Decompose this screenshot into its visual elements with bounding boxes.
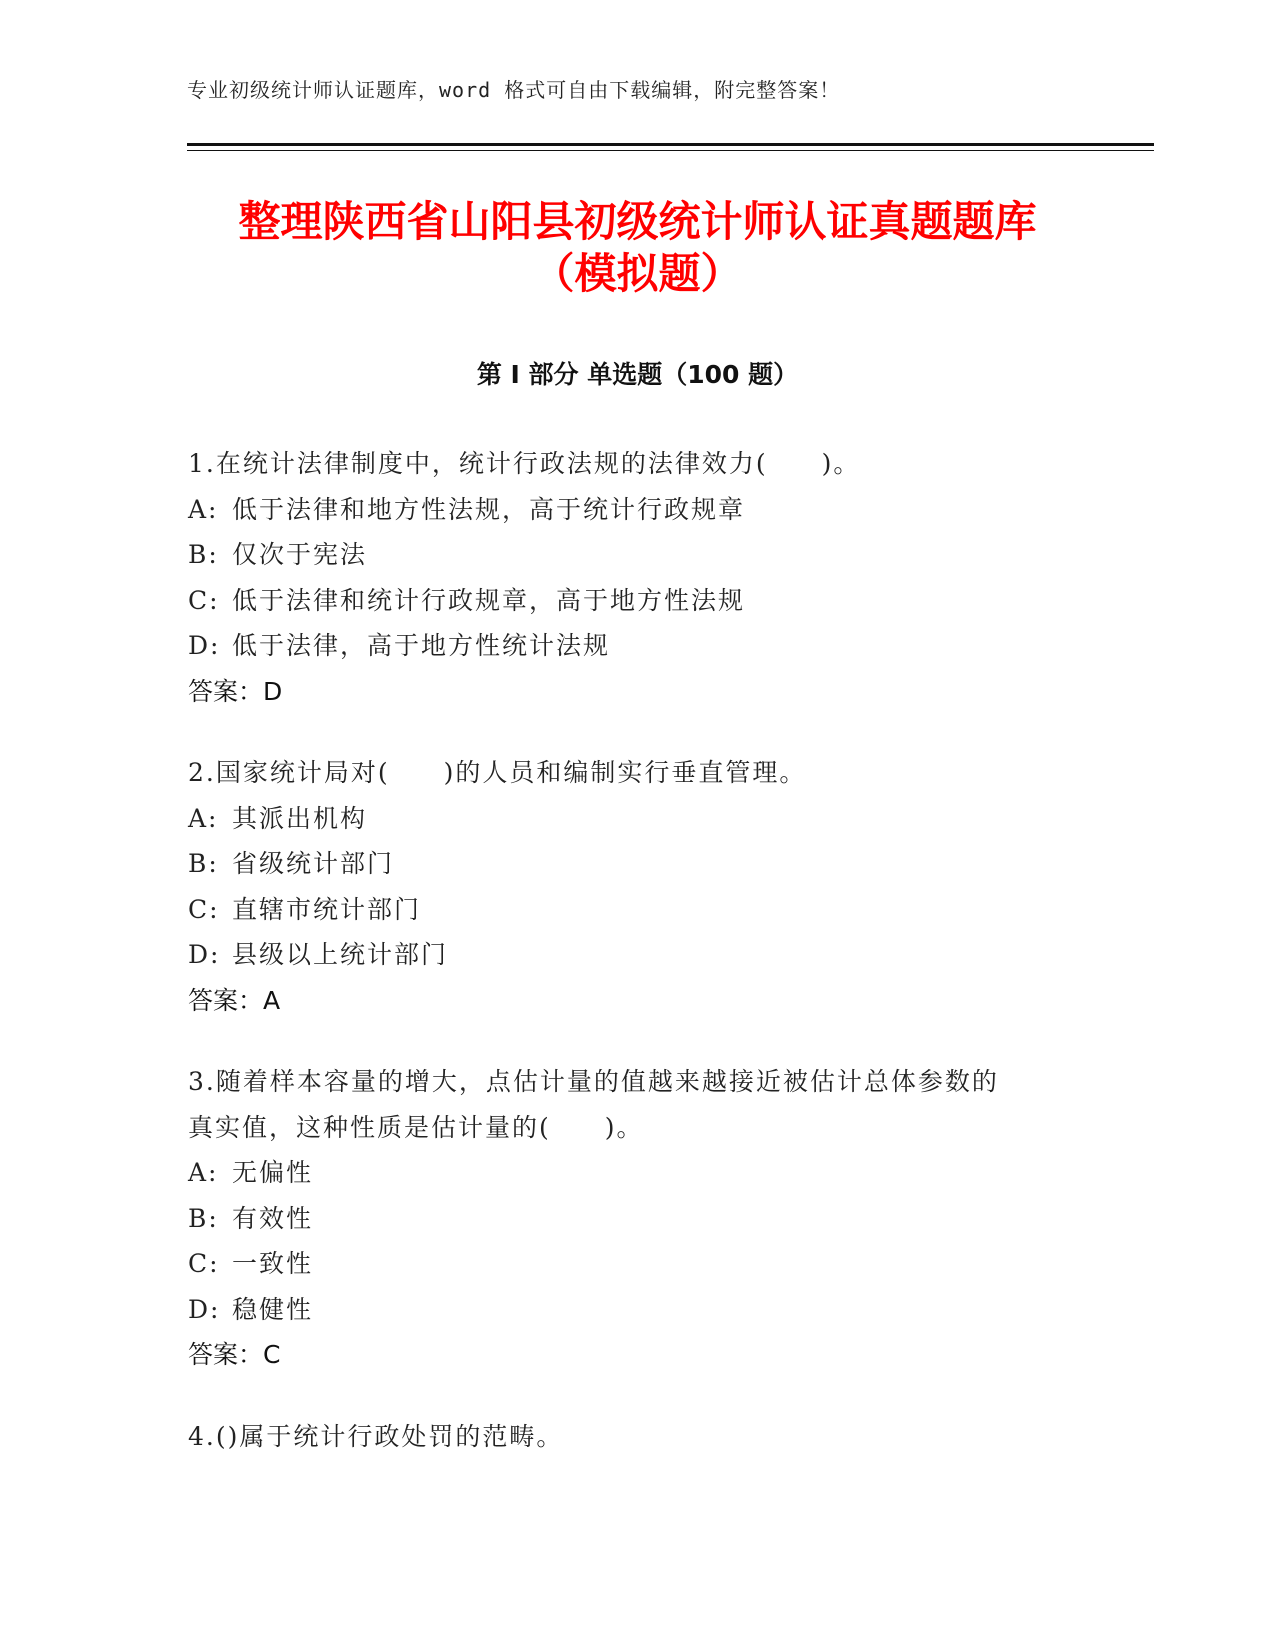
option-letter: A: [188, 494, 219, 524]
question-stem: 4.()属于统计行政处罚的范畴。 [188, 1421, 564, 1451]
option-c [188, 1241, 1088, 1287]
header-rule-thin [187, 150, 1154, 151]
question-stem-line2: 真实值，这种性质是估计量的( )。 [188, 1112, 644, 1142]
option-d [188, 1287, 1088, 1333]
question-4 [188, 1414, 1088, 1460]
option-text: 一致性 [232, 1249, 314, 1278]
option-d [188, 932, 1088, 978]
header-note: 专业初级统计师认证题库，word 格式可自由下载编辑，附完整答案！ [187, 78, 841, 102]
question-3 [188, 1059, 1088, 1378]
option-text: 低于法律，高于地方性统计法规 [232, 631, 611, 660]
option-letter: B: [188, 540, 219, 569]
option-text: 无偏性 [232, 1158, 314, 1187]
option-letter: C: [188, 1249, 220, 1278]
option-letter: D: [188, 940, 221, 969]
option-a [188, 487, 1088, 533]
option-c [188, 578, 1088, 624]
option-text: 稳健性 [232, 1294, 314, 1324]
option-d [188, 623, 1088, 669]
option-letter: A: [188, 1158, 219, 1187]
option-letter: C: [188, 585, 220, 615]
option-text: 低于法律和地方性法规，高于统计行政规章 [232, 494, 746, 524]
option-a [188, 1150, 1088, 1196]
answer-line: 答案：A [188, 985, 281, 1015]
option-text: 省级统计部门 [232, 849, 395, 878]
option-letter: D: [188, 631, 221, 660]
document-title-line1: 整理陕西省山阳县初级统计师认证真题题库 [238, 197, 1037, 246]
section-title: 第 I 部分 单选题（100 题） [476, 360, 799, 389]
question-stem: 2.国家统计局对( )的人员和编制实行垂直管理。 [188, 758, 807, 787]
option-letter: D: [188, 1294, 221, 1324]
document-title [150, 196, 1125, 300]
option-text: 县级以上统计部门 [232, 940, 449, 969]
option-letter: A: [188, 803, 219, 833]
header-rule-thick [187, 143, 1154, 146]
option-letter: B: [188, 849, 219, 878]
option-text: 其派出机构 [232, 803, 368, 833]
option-a [188, 796, 1088, 842]
question-2 [188, 750, 1088, 1023]
answer-line: 答案：C [188, 1340, 281, 1369]
document-title-line2: （模拟题） [532, 249, 743, 298]
option-text: 仅次于宪法 [232, 540, 368, 569]
option-text: 低于法律和统计行政规章，高于地方性法规 [232, 585, 746, 615]
option-text: 直辖市统计部门 [232, 894, 422, 924]
option-c [188, 887, 1088, 933]
question-stem: 1.在统计法律制度中，统计行政法规的法律效力( )。 [188, 449, 861, 478]
question-stem-line1: 3.随着样本容量的增大，点估计量的值越来越接近被估计总体参数的 [188, 1067, 999, 1096]
option-letter: B: [188, 1203, 219, 1233]
question-1 [188, 441, 1088, 714]
option-b [188, 1196, 1088, 1242]
question-list [188, 441, 1088, 1495]
answer-line: 答案：D [188, 676, 283, 706]
option-text: 有效性 [232, 1203, 314, 1233]
option-letter: C: [188, 894, 220, 924]
option-b [188, 532, 1088, 578]
option-b [188, 841, 1088, 887]
